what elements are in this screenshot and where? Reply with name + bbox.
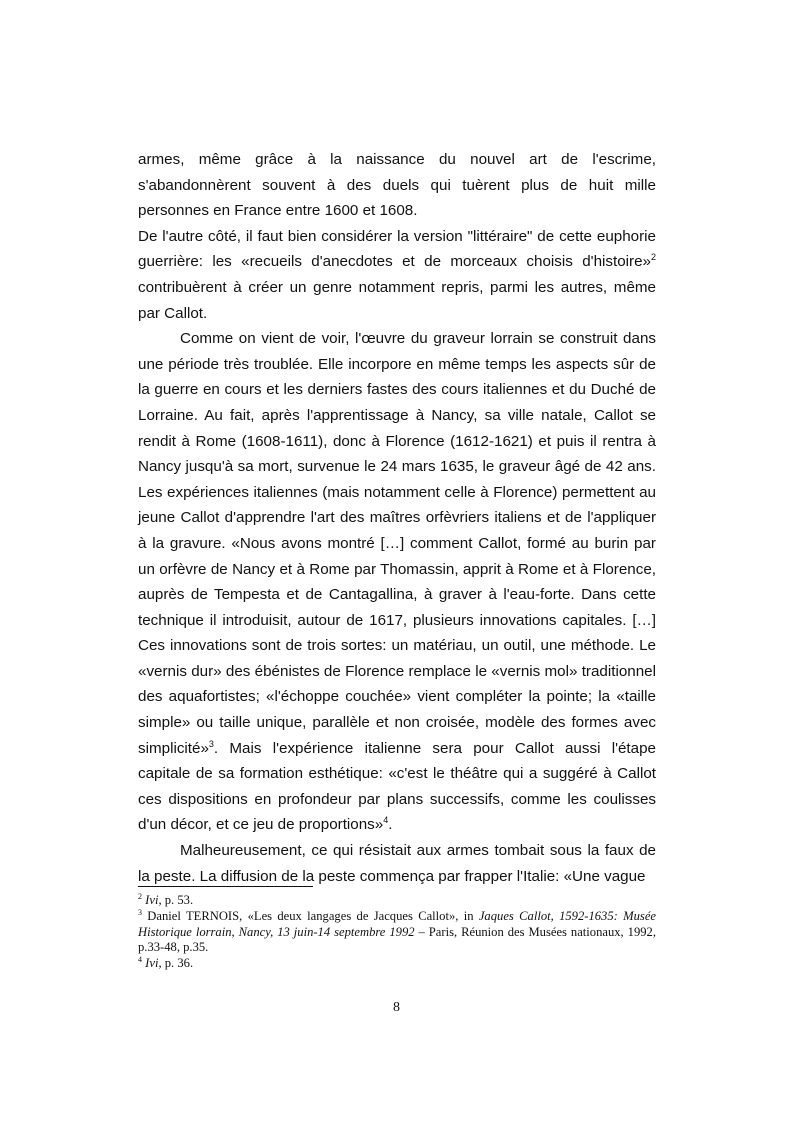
paragraph-3: [138, 326, 656, 838]
footnote-italic: Jaques Callot, 1592-1635: Musée Historique lorrain, Nancy, 13 juin-14 septembre 1992: [138, 908, 657, 939]
paragraph-1-text: armes, même grâce à la naissance du nouvel art de l'escrime, s'abandonnèrent souvent à des duels qui tuèrent plus de huit mille personnes en France entre 1600 et 1608.: [138, 151, 656, 220]
footnote-text: , p. 53.: [158, 893, 194, 907]
footnote-4: [138, 956, 656, 972]
paragraph-4: [138, 838, 656, 889]
footnote-number: 3: [138, 907, 142, 917]
footnote-ref-2[interactable]: 2: [650, 252, 656, 263]
footnote-number: 2: [138, 892, 142, 901]
footnote-number: 4: [138, 955, 142, 965]
paragraph-3-text-end: .: [388, 816, 393, 834]
footnote-text: Daniel TERNOIS, «Les deux langages de Jacques Callot», in: [142, 908, 479, 923]
paragraph-2-text: De l'autre côté, il faut bien considérer la version "littéraire" de cette euphorie guerrière: les «recueils d'anecdotes et de morceaux choisis d'histoire»: [138, 227, 656, 271]
paragraph-2: [138, 224, 656, 326]
paragraph-3-text: Comme on vient de voir, l'œuvre du graveur lorrain se construit dans une période très troublée. Elle incorpore en même temps les aspects sûr de la guerre en cours et les derniers fastes des cours italiennes et du Duché de Lorraine. Au fait, après l'apprentissage à Nancy, sa ville natale, Callot se rendit à Rome (1608-1611), donc à Florence (1612-1621) et puis il rentra à Nancy jusqu'à sa mort, survenue le 24 mars 1635, le graveur âgé de 42 ans. Les expériences italiennes (mais notamment celle à Florence) permettent au jeune Callot d'apprendre l'art des maîtres orfèvriers italiens et de l'appliquer à la gravure. «Nous avons montré […] comment Callot, formé au burin par un orfèvre de Nancy et à Rome par Thomassin, apprit à Rome et à Florence, auprès de Tempesta et de Cantagallina, à graver à l'eau-forte. Dans cette technique il introduisit, autour de 1617, plusieurs innovations capitales. […] Ces innovations sont de trois sortes: un matériau, un outil, une méthode. Le «vernis dur» des ébénistes de Florence remplace le «vernis mol» traditionnel des aquafortistes; «l'échoppe couchée» vient compléter la pointe; la «taille simple» ou taille unique, parallèle et non croisée, modèle des formes avec simplicité»: [138, 330, 656, 757]
footnote-ref-4[interactable]: 4: [383, 815, 389, 826]
footnote-italic: Ivi: [145, 956, 159, 971]
footnote-2: [138, 893, 656, 909]
footnote-italic: Ivi: [145, 893, 159, 907]
footnotes: [138, 893, 656, 972]
paragraph-1: [138, 147, 656, 224]
page-number: 8: [393, 1000, 400, 1015]
footnote-ref-3[interactable]: 3: [208, 738, 214, 749]
footnote-text-after: – Paris, Réunion des Musées nationaux, 1992, p.33-48, p.35.: [138, 924, 656, 955]
paragraph-4-text: Malheureusement, ce qui résistait aux armes tombait sous la faux de la peste. La diffusion de la peste commença par frapper l'Italie: «Une vague: [138, 842, 656, 885]
body-text: [138, 147, 656, 889]
paragraph-3-text-mid: . Mais l'expérience italienne sera pour Callot aussi l'étape capitale de sa formation esthétique: «c'est le théâtre qui a suggéré à Callot ces dispositions en profondeur par plans successifs, comme les coulisses d'un décor, et ce jeu de proportions»: [138, 739, 656, 834]
footnote-separator: [138, 886, 313, 887]
footnote-text: , p. 36.: [158, 956, 194, 971]
footnote-3: [138, 909, 656, 956]
paragraph-2-text-after: contribuèrent à créer un genre notamment repris, parmi les autres, même par Callot.: [138, 278, 656, 322]
